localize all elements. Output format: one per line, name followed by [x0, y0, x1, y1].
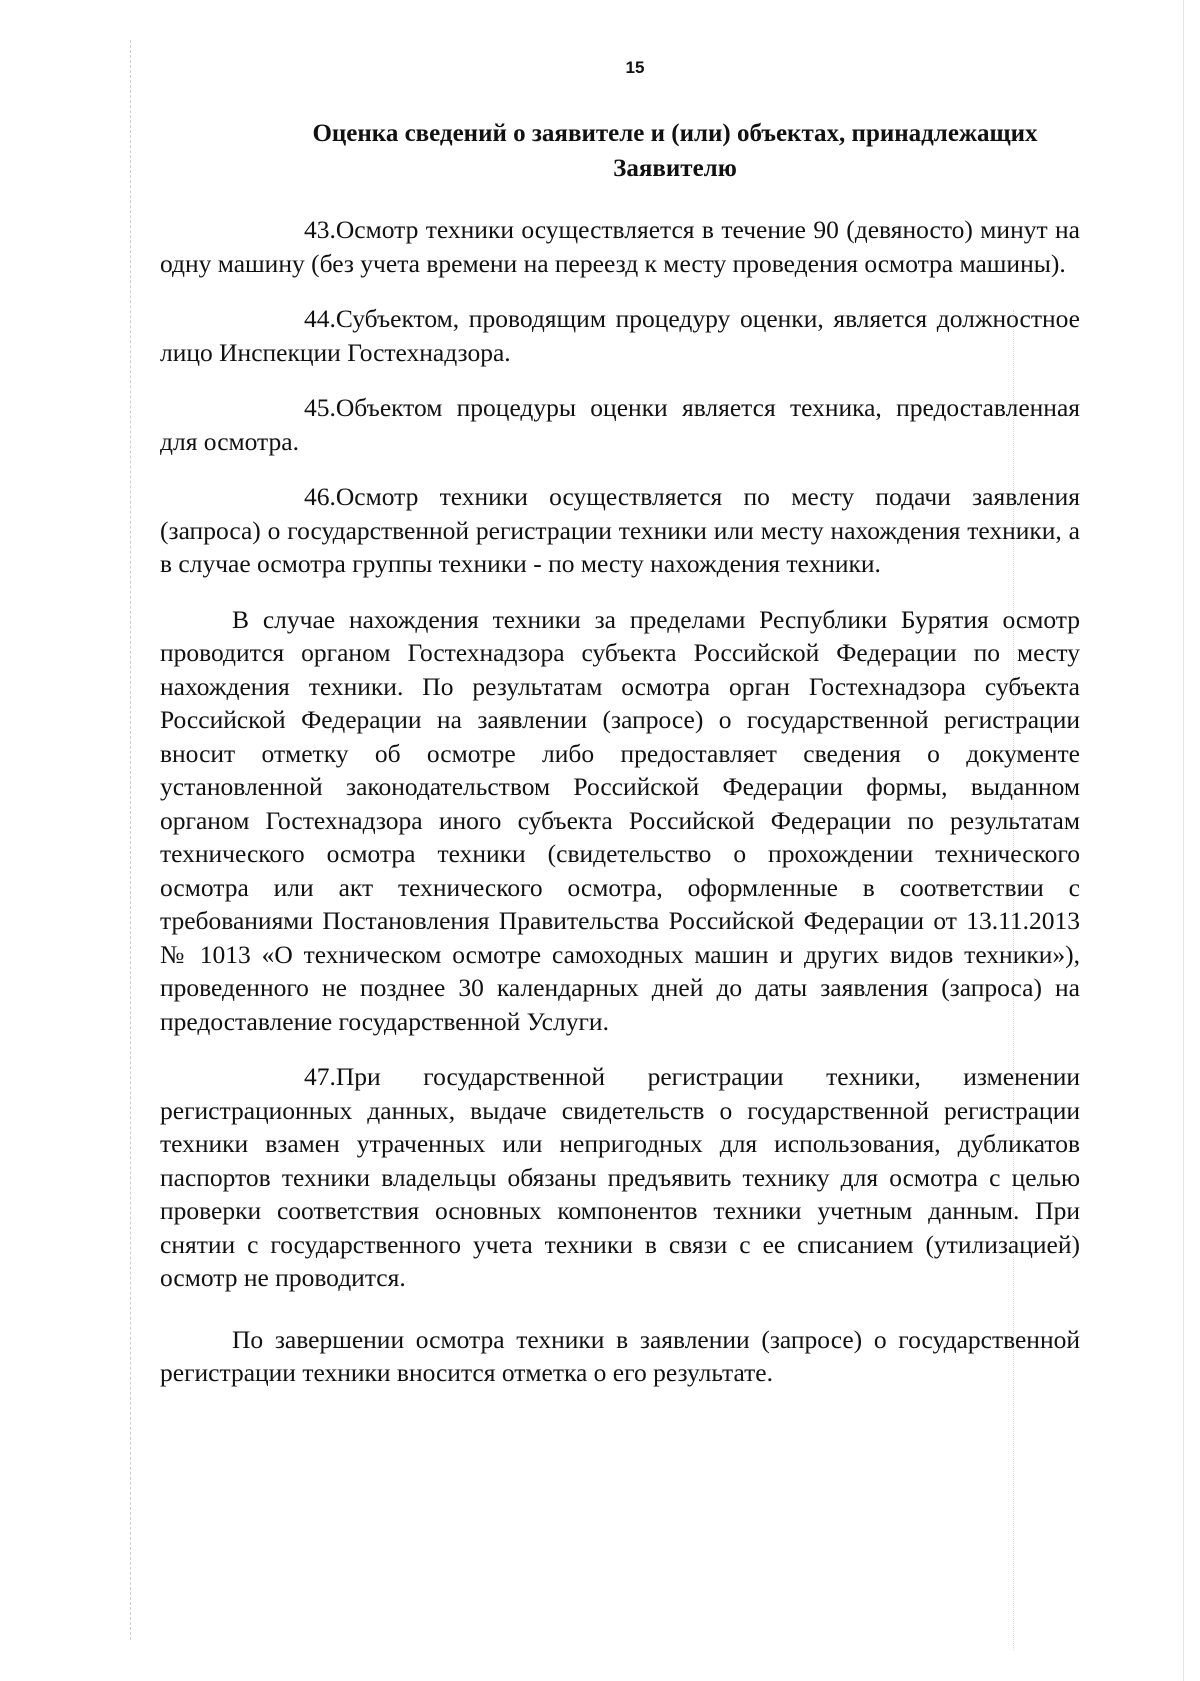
paragraph-number: 47.: [304, 1062, 336, 1091]
paragraph-46: [160, 480, 1080, 581]
paragraph-text: При государственной регистрации техники, изменении регистрационных данных, выдаче свидетельств о государственной регистрации техники взамен утраченных или непригодных для использования, дубликатов паспортов техники владельцы обязаны предъявить технику для осмотра с целью проверки соответствия основных компонентов техники учетным данным. При снятии с государственного учета техники в связи с ее списанием (утилизацией) осмотр не проводится.: [160, 1062, 1080, 1292]
paragraph-44: [160, 302, 1080, 369]
paragraph-text: Объектом процедуры оценки является техника, предоставленная для осмотра.: [160, 393, 1080, 456]
document-body: [160, 213, 1080, 1412]
paragraph-text: По завершении осмотра техники в заявлении (запросе) о государственной регистрации техники вносится отметка о его результате.: [160, 1324, 1080, 1387]
paragraph-number: 43.: [304, 215, 336, 244]
scan-edge-line: [1183, 0, 1184, 1681]
paragraph-47: [160, 1060, 1080, 1295]
paragraph-text: Субъектом, проводящим процедуру оценки, является должностное лицо Инспекции Гостехнадзора.: [160, 304, 1080, 367]
paragraph-45: [160, 391, 1080, 458]
paragraph-text: Осмотр техники осуществляется по месту подачи заявления (запроса) о государственной регистрации техники или месту нахождения техники, а в случае осмотра группы техники - по месту нахождения техники.: [160, 482, 1080, 578]
paragraph-43: [160, 213, 1080, 280]
page-number: 15: [625, 58, 645, 77]
section-heading: Оценка сведений о заявителе и (или) объектах, принадлежащих Заявителю: [312, 120, 1038, 182]
paragraph-number: 46.: [304, 482, 336, 511]
paragraph-number: 45.: [304, 393, 336, 422]
paragraph-number: 44.: [304, 304, 336, 333]
paragraph-text: Осмотр техники осуществляется в течение 90 (девяносто) минут на одну машину (без учета времени на переезд к месту проведения осмотра машины).: [160, 215, 1080, 278]
scan-edge-line: [130, 40, 131, 1640]
paragraph-47-continued: [160, 1323, 1080, 1390]
paragraph-text: В случае нахождения техники за пределами Республики Бурятия осмотр проводится органом Гостехнадзора субъекта Российской Федерации по месту нахождения техники. По результатам осмотра орган Гостехнадзора субъекта Российской Федерации на заявлении (запросе) о государственной регистрации вносит отметку об осмотре либо предоставляет сведения о документе установленной законодательством Российской Федерации формы, выданном органом Гостехнадзора иного субъекта Российской Федерации по результатам технического осмотра техники (свидетельство о прохождении технического осмотра или акт технического осмотра, оформленные в соответствии с требованиями Постановления Правительства Российской Федерации от 13.11.2013 № 1013 «О техническом осмотре самоходных машин и других видов техники»), проведенного не позднее 30 календарных дней до даты заявления (запроса) на предоставление государственной Услуги.: [160, 604, 1080, 1036]
paragraph-46-continued: [160, 603, 1080, 1039]
